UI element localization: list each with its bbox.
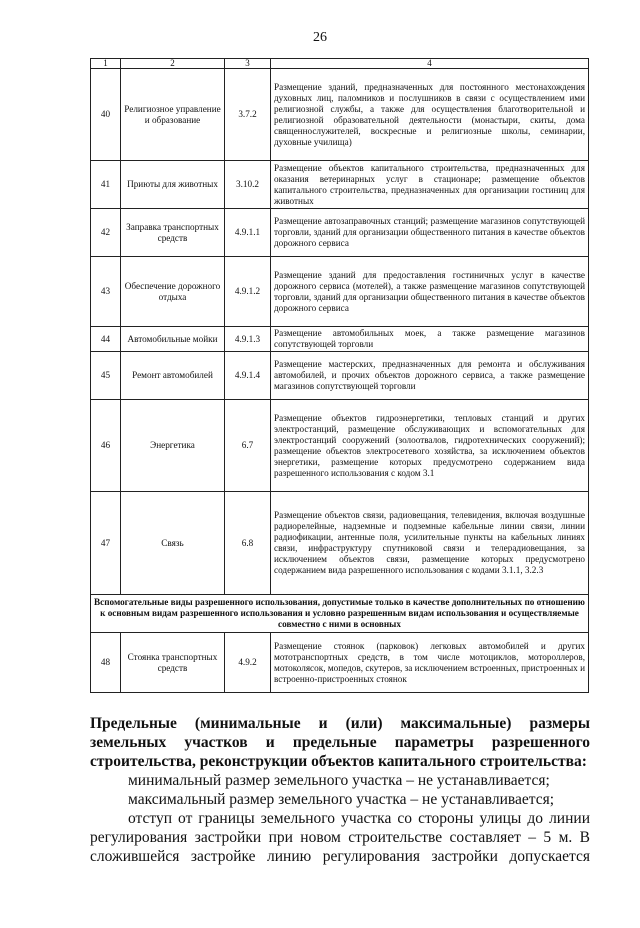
row-description: Размещение зданий, предназначенных для постоянного местонахождения духовных лиц, паломников и послушников в связи с осуществлением ими религиозной службы, а также для осуществления благотворительной и религиозной образовательной деятельности (монастыри, скиты, дома священнослужителей, воскресные и религиозные школы, семинарии, духовные училища)	[271, 69, 589, 161]
row-description: Размещение мастерских, предназначенных для ремонта и обслуживания автомобилей, и прочих объектов дорожного сервиса, а также размещение магазинов сопутствующей торговли	[271, 352, 589, 400]
row-name: Автомобильные мойки	[121, 327, 225, 352]
land-use-table	[90, 58, 589, 693]
paragraph-setback-line: регулирования застройки при новом строительстве составляет – 5 м. В	[90, 829, 590, 846]
row-code: 4.9.1.1	[225, 209, 271, 257]
row-code: 6.7	[225, 400, 271, 492]
page-number: 26	[313, 30, 327, 45]
row-code: 3.7.2	[225, 69, 271, 161]
row-code: 3.10.2	[225, 161, 271, 209]
header-cell-4: 4	[271, 59, 589, 69]
aux-section-heading: Вспомогательные виды разрешенного использования, допустимые только в качестве дополнительных по отношению к основным видам разрешенного использования и условно разрешенным видам использования и осуществляемые совместно с ними в основных	[91, 595, 589, 633]
row-number: 41	[91, 161, 121, 209]
row-code: 4.9.1.3	[225, 327, 271, 352]
row-number: 47	[91, 492, 121, 595]
section-heading-line: Предельные (минимальные и (или) максимальные) размеры	[90, 715, 590, 732]
table-row	[91, 400, 589, 492]
section-heading-line: строительства, реконструкции объектов капитального строительства:	[90, 753, 587, 770]
aux-section-row	[91, 595, 589, 633]
row-name: Энергетика	[121, 400, 225, 492]
table-row	[91, 492, 589, 595]
table-row	[91, 352, 589, 400]
row-number: 40	[91, 69, 121, 161]
row-description: Размещение автомобильных моек, а также размещение магазинов сопутствующей торговли	[271, 327, 589, 352]
row-name: Религиозное управление и образование	[121, 69, 225, 161]
header-cell-3: 3	[225, 59, 271, 69]
row-description: Размещение автозаправочных станций; размещение магазинов сопутствующей торговли, зданий для организации общественного питания в качестве объектов дорожного сервиса	[271, 209, 589, 257]
row-description: Размещение объектов гидроэнергетики, тепловых станций и других электростанций, размещение обслуживающих и вспомогательных для электростанций сооружений (золоотвалов, гидротехнических сооружений); размещение объектов электросетевого хозяйства, за исключением объектов энергетики, размещение которых предусмотрено содержанием вида разрешенного использования с кодом 3.1	[271, 400, 589, 492]
row-name: Заправка транспортных средств	[121, 209, 225, 257]
paragraph-setback-line: отступ от границы земельного участка со стороны улицы до линии	[128, 810, 590, 827]
row-name: Стоянка транспортных средств	[121, 633, 225, 693]
table-header-row	[91, 59, 589, 69]
table-row	[91, 69, 589, 161]
row-code: 6.8	[225, 492, 271, 595]
table-row	[91, 327, 589, 352]
row-name: Обеспечение дорожного отдыха	[121, 257, 225, 327]
row-description: Размещение объектов связи, радиовещания, телевидения, включая воздушные радиорелейные, надземные и подземные кабельные линии связи, линии радиофикации, антенные поля, усилительные пункты на кабельных линиях связи, инфраструктуру спутниковой связи и телерадиовещания, за исключением объектов связи, размещение которых предусмотрено содержанием вида разрешенного использования с кодами 3.1.1, 3.2.3	[271, 492, 589, 595]
row-code: 4.9.1.4	[225, 352, 271, 400]
row-number: 44	[91, 327, 121, 352]
table-row	[91, 161, 589, 209]
row-description: Размещение стоянок (парковок) легковых автомобилей и других мототранспортных средств, в том числе мотоциклов, мотороллеров, мотоколясок, мопедов, скутеров, за исключением встроенных, пристроенных и встроенно-пристроенных стоянок	[271, 633, 589, 693]
table-row	[91, 257, 589, 327]
section-heading-line: земельных участков и предельные параметры разрешенного	[90, 734, 590, 751]
header-cell-2: 2	[121, 59, 225, 69]
paragraph-max-size: максимальный размер земельного участка – не устанавливается;	[128, 791, 555, 808]
paragraph-min-size: минимальный размер земельного участка – не устанавливается;	[128, 772, 550, 789]
row-name: Приюты для животных	[121, 161, 225, 209]
row-number: 45	[91, 352, 121, 400]
row-number: 43	[91, 257, 121, 327]
row-number: 48	[91, 633, 121, 693]
row-code: 4.9.1.2	[225, 257, 271, 327]
table-row	[91, 633, 589, 693]
body-text	[90, 714, 590, 866]
table-row	[91, 209, 589, 257]
row-name: Ремонт автомобилей	[121, 352, 225, 400]
row-name: Связь	[121, 492, 225, 595]
row-number: 46	[91, 400, 121, 492]
header-cell-1: 1	[91, 59, 121, 69]
paragraph-setback-line: сложившейся застройке линию регулирования застройки допускается	[90, 848, 590, 865]
row-number: 42	[91, 209, 121, 257]
row-description: Размещение объектов капитального строительства, предназначенных для оказания ветеринарных услуг в стационаре; размещение объектов капитального строительства, предназначенных для организации гостиниц для животных	[271, 161, 589, 209]
row-code: 4.9.2	[225, 633, 271, 693]
row-description: Размещение зданий для предоставления гостиничных услуг в качестве дорожного сервиса (мотелей), а также размещение магазинов сопутствующей торговли, зданий для организации общественного питания в качестве объектов дорожного сервиса	[271, 257, 589, 327]
